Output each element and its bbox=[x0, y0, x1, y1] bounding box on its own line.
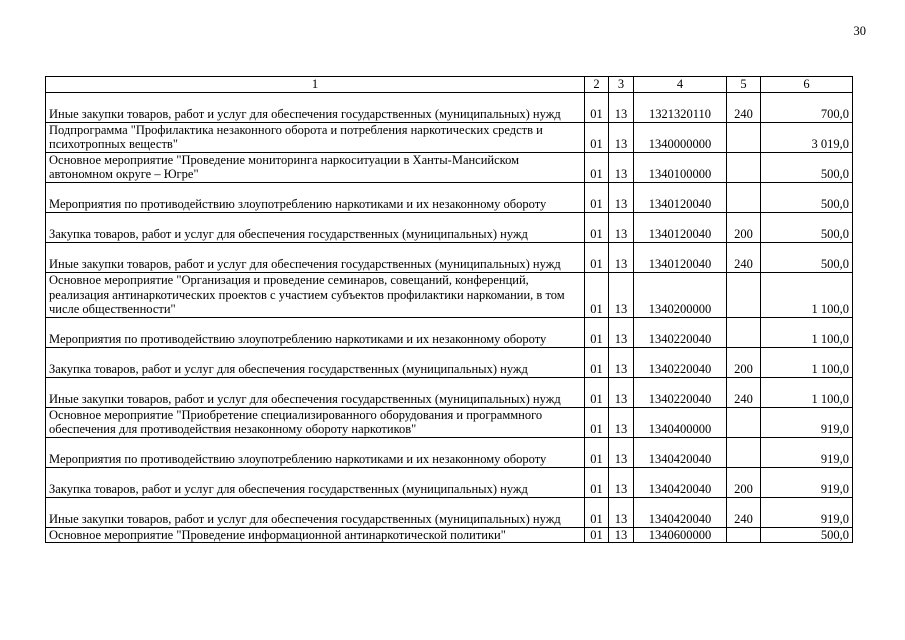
cell-name: Мероприятия по противодействию злоупотреблению наркотиками и их незаконному обороту bbox=[46, 437, 585, 467]
cell-expense-type: 200 bbox=[727, 347, 761, 377]
column-header: 1 bbox=[46, 77, 585, 93]
table-row bbox=[46, 152, 853, 182]
cell-amount: 700,0 bbox=[761, 92, 853, 122]
cell-amount: 500,0 bbox=[761, 182, 853, 212]
cell-name: Основное мероприятие "Проведение мониторинга наркоситуации в Ханты-Мансийском автономном округе – Югре" bbox=[46, 152, 585, 182]
cell-target-article: 1340400000 bbox=[634, 407, 727, 437]
cell-amount: 500,0 bbox=[761, 212, 853, 242]
cell-section: 01 bbox=[585, 347, 609, 377]
cell-expense-type bbox=[727, 122, 761, 152]
table-row bbox=[46, 347, 853, 377]
cell-target-article: 1340120040 bbox=[634, 212, 727, 242]
cell-subsection: 13 bbox=[609, 317, 634, 347]
cell-expense-type: 240 bbox=[727, 92, 761, 122]
table-row bbox=[46, 407, 853, 437]
cell-subsection: 13 bbox=[609, 437, 634, 467]
cell-target-article: 1340420040 bbox=[634, 437, 727, 467]
cell-target-article: 1340200000 bbox=[634, 272, 727, 317]
table-row bbox=[46, 242, 853, 272]
cell-target-article: 1340220040 bbox=[634, 347, 727, 377]
cell-amount: 1 100,0 bbox=[761, 317, 853, 347]
cell-expense-type: 200 bbox=[727, 212, 761, 242]
cell-name: Закупка товаров, работ и услуг для обеспечения государственных (муниципальных) нужд bbox=[46, 347, 585, 377]
table-row bbox=[46, 527, 853, 543]
cell-name: Основное мероприятие "Проведение информационной антинаркотической политики" bbox=[46, 527, 585, 543]
cell-amount: 919,0 bbox=[761, 497, 853, 527]
cell-subsection: 13 bbox=[609, 377, 634, 407]
cell-expense-type bbox=[727, 527, 761, 543]
cell-expense-type bbox=[727, 152, 761, 182]
cell-target-article: 1340220040 bbox=[634, 317, 727, 347]
cell-name: Иные закупки товаров, работ и услуг для обеспечения государственных (муниципальных) нужд bbox=[46, 242, 585, 272]
cell-subsection: 13 bbox=[609, 467, 634, 497]
cell-expense-type bbox=[727, 437, 761, 467]
cell-section: 01 bbox=[585, 122, 609, 152]
cell-section: 01 bbox=[585, 152, 609, 182]
cell-section: 01 bbox=[585, 467, 609, 497]
cell-subsection: 13 bbox=[609, 527, 634, 543]
cell-expense-type bbox=[727, 317, 761, 347]
cell-amount: 500,0 bbox=[761, 152, 853, 182]
cell-expense-type: 200 bbox=[727, 467, 761, 497]
column-header: 6 bbox=[761, 77, 853, 93]
cell-amount: 919,0 bbox=[761, 467, 853, 497]
cell-subsection: 13 bbox=[609, 347, 634, 377]
cell-section: 01 bbox=[585, 497, 609, 527]
cell-expense-type bbox=[727, 182, 761, 212]
cell-subsection: 13 bbox=[609, 122, 634, 152]
table-row bbox=[46, 182, 853, 212]
cell-subsection: 13 bbox=[609, 272, 634, 317]
cell-section: 01 bbox=[585, 212, 609, 242]
cell-amount: 500,0 bbox=[761, 242, 853, 272]
column-header: 2 bbox=[585, 77, 609, 93]
cell-target-article: 1340000000 bbox=[634, 122, 727, 152]
cell-amount: 3 019,0 bbox=[761, 122, 853, 152]
column-header: 4 bbox=[634, 77, 727, 93]
cell-section: 01 bbox=[585, 182, 609, 212]
cell-target-article: 1321320110 bbox=[634, 92, 727, 122]
table-body bbox=[46, 92, 853, 543]
cell-amount: 919,0 bbox=[761, 407, 853, 437]
cell-amount: 1 100,0 bbox=[761, 377, 853, 407]
cell-name: Иные закупки товаров, работ и услуг для обеспечения государственных (муниципальных) нужд bbox=[46, 497, 585, 527]
cell-section: 01 bbox=[585, 92, 609, 122]
cell-name: Основное мероприятие "Организация и проведение семинаров, совещаний, конференций, реализация антинаркотических проектов с участием субъектов профилактики наркомании, в том числе общественности" bbox=[46, 272, 585, 317]
cell-section: 01 bbox=[585, 377, 609, 407]
cell-expense-type: 240 bbox=[727, 497, 761, 527]
cell-subsection: 13 bbox=[609, 497, 634, 527]
budget-table bbox=[45, 76, 853, 543]
cell-amount: 1 100,0 bbox=[761, 272, 853, 317]
cell-amount: 500,0 bbox=[761, 527, 853, 543]
table-row bbox=[46, 467, 853, 497]
cell-subsection: 13 bbox=[609, 152, 634, 182]
cell-section: 01 bbox=[585, 527, 609, 543]
cell-name: Мероприятия по противодействию злоупотреблению наркотиками и их незаконному обороту bbox=[46, 182, 585, 212]
cell-subsection: 13 bbox=[609, 212, 634, 242]
table-row bbox=[46, 377, 853, 407]
cell-section: 01 bbox=[585, 407, 609, 437]
cell-target-article: 1340420040 bbox=[634, 467, 727, 497]
table-row bbox=[46, 122, 853, 152]
cell-target-article: 1340120040 bbox=[634, 242, 727, 272]
cell-name: Подпрограмма "Профилактика незаконного оборота и потребления наркотических средств и психотропных веществ" bbox=[46, 122, 585, 152]
cell-expense-type bbox=[727, 272, 761, 317]
cell-subsection: 13 bbox=[609, 182, 634, 212]
cell-target-article: 1340600000 bbox=[634, 527, 727, 543]
cell-section: 01 bbox=[585, 272, 609, 317]
cell-subsection: 13 bbox=[609, 407, 634, 437]
cell-subsection: 13 bbox=[609, 242, 634, 272]
cell-expense-type: 240 bbox=[727, 377, 761, 407]
cell-amount: 919,0 bbox=[761, 437, 853, 467]
cell-name: Основное мероприятие "Приобретение специализированного оборудования и программного обеспечения для противодействия незаконному обороту наркотиков" bbox=[46, 407, 585, 437]
cell-subsection: 13 bbox=[609, 92, 634, 122]
table-row bbox=[46, 272, 853, 317]
cell-section: 01 bbox=[585, 242, 609, 272]
page-number: 30 bbox=[853, 24, 866, 38]
cell-target-article: 1340120040 bbox=[634, 182, 727, 212]
column-header: 5 bbox=[727, 77, 761, 93]
cell-amount: 1 100,0 bbox=[761, 347, 853, 377]
cell-section: 01 bbox=[585, 437, 609, 467]
cell-name: Закупка товаров, работ и услуг для обеспечения государственных (муниципальных) нужд bbox=[46, 467, 585, 497]
table-row bbox=[46, 317, 853, 347]
table-header-row bbox=[46, 77, 853, 93]
cell-name: Закупка товаров, работ и услуг для обеспечения государственных (муниципальных) нужд bbox=[46, 212, 585, 242]
table-row bbox=[46, 497, 853, 527]
cell-section: 01 bbox=[585, 317, 609, 347]
cell-target-article: 1340420040 bbox=[634, 497, 727, 527]
column-header: 3 bbox=[609, 77, 634, 93]
cell-target-article: 1340220040 bbox=[634, 377, 727, 407]
cell-name: Иные закупки товаров, работ и услуг для обеспечения государственных (муниципальных) нужд bbox=[46, 377, 585, 407]
cell-target-article: 1340100000 bbox=[634, 152, 727, 182]
table-row bbox=[46, 437, 853, 467]
cell-name: Мероприятия по противодействию злоупотреблению наркотиками и их незаконному обороту bbox=[46, 317, 585, 347]
table-row bbox=[46, 212, 853, 242]
cell-expense-type bbox=[727, 407, 761, 437]
cell-expense-type: 240 bbox=[727, 242, 761, 272]
cell-name: Иные закупки товаров, работ и услуг для обеспечения государственных (муниципальных) нужд bbox=[46, 92, 585, 122]
table-row bbox=[46, 92, 853, 122]
